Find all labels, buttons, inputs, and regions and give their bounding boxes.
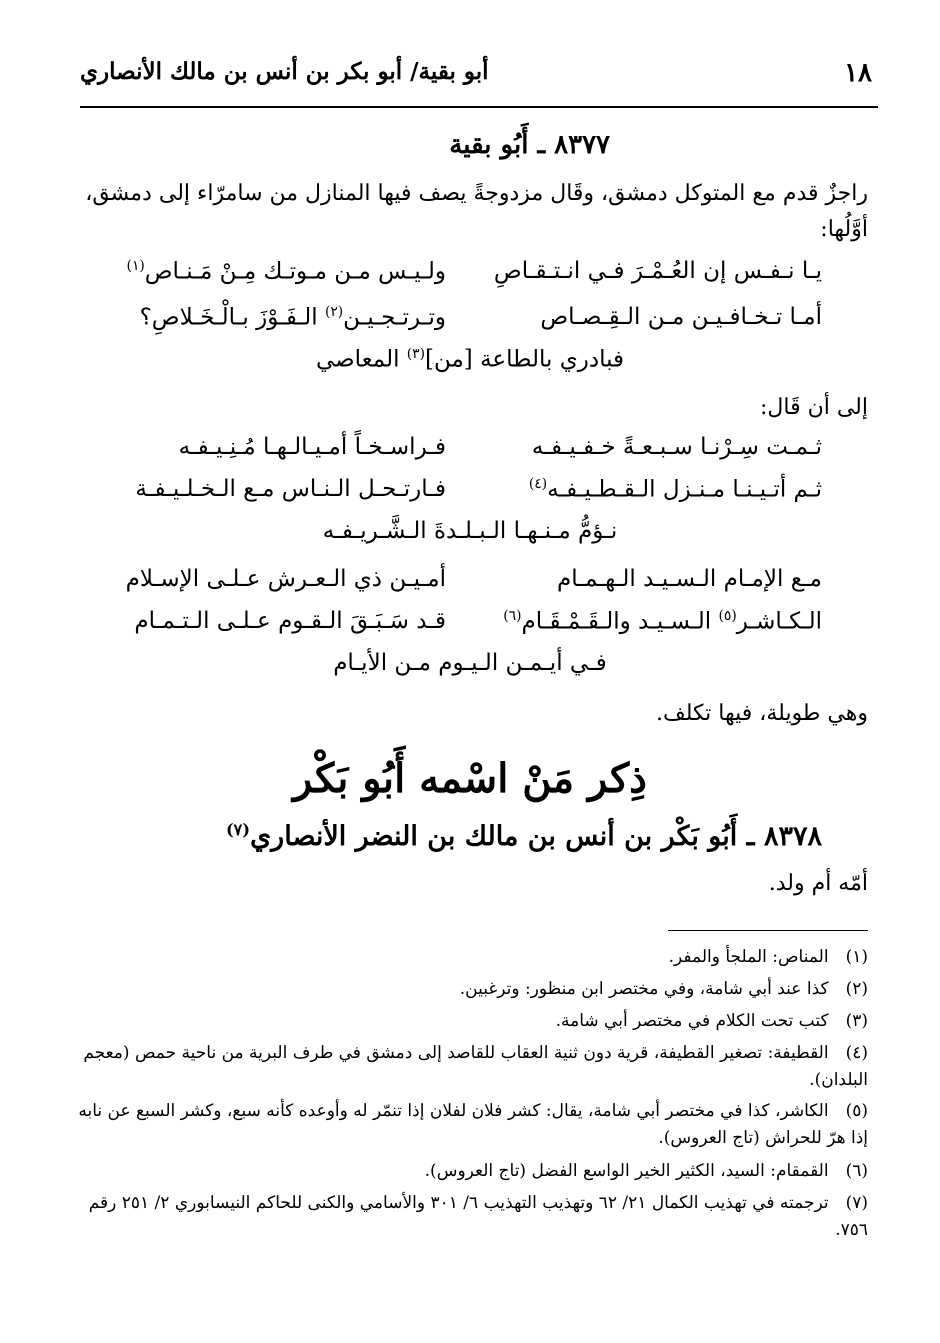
verse5-second-hemistich: فـارتـحـل الـنـاس مـع الـخـلـيـفـة [135,476,446,502]
closing-text: وهي طويلة، فيها تكلف. [655,701,868,726]
entry-intro-line2: أوَّلُها: [820,217,868,242]
verse4-first-hemistich: ثـمـت سِـرْنـا سـبـعـةً خـفـيـفـه [531,434,822,460]
verse-text: وتـرتـجـيـن [343,304,446,331]
footnote-number: (٧) [845,1193,868,1213]
footnote-5 [68,1098,868,1152]
footnote-number: (٦) [845,1161,868,1181]
verse-text: ولـيـس مـن مـوتـك مِـنْ مَـنـاص [144,258,446,285]
footnote-1 [68,944,868,971]
page-number: ١٨ [844,58,872,88]
footnote-ref: (٥) [718,608,737,624]
footnote-text: القطيفة: تصغير القطيفة، قرية دون ثنية العقاب للقاصد إلى دمشق في طرف البرية من ناحية حمص (معجم البلدان). [83,1043,868,1091]
entry2-text: أمّه أم ولد. [768,871,868,896]
footnote-text: ترجمته في تهذيب الكمال ٢١/ ٦٢ وتهذيب التهذيب ٦/ ٣٠١ والأسامي والكنى للحاكم النيسابوري ٢/ ٢٥١ رقم ٧٥٦. [88,1193,868,1241]
entry-title-text: ٨٣٧٨ ـ أَبُو بَكْر بن أنس بن مالك بن النضر الأنصاري [250,821,822,852]
footnote-ref: (١) [126,258,145,274]
footnote-7 [68,1190,868,1244]
verse5-first-hemistich [529,476,822,503]
footnote-text: كتب تحت الكلام في مختصر أبي شامة. [555,1011,829,1031]
verse7-first-hemistich: مـع الإمـام الـسـيـد الـهـمـام [557,566,822,592]
footnote-number: (٢) [845,979,868,999]
footnote-ref: (٦) [503,608,522,624]
footnote-text: كذا عند أبي شامة، وفي مختصر ابن منظور: وترغبين. [459,979,829,999]
section-heading: ذِكر مَنْ اسْمه أَبُو بَكْر [293,755,647,802]
running-head: أبو بقية/ أبو بكر بن أنس بن مالك الأنصاري [80,58,489,85]
header-rule [80,106,878,108]
footnote-number: (٤) [845,1043,868,1063]
verse2-second-hemistich [140,304,446,331]
footnote-ref: (٣) [406,346,425,362]
verse-text: ثـم أتـيـنـا مـنـزل الـقـطـيـفـه [547,476,822,503]
verse-text: المعاصي [315,346,407,373]
footnote-text: القمقام: السيد، الكثير الخير الواسع الفضل (تاج العروس). [424,1161,829,1181]
verse8-first-hemistich [503,608,822,635]
footnote-text: المناص: الملجأ والمفر. [668,947,829,967]
footnote-ref: (٤) [528,476,548,492]
entry-title-8377: ٨٣٧٧ ـ أَبُو بقية [449,130,610,160]
footnote-ref: (٧) [226,820,251,839]
verse-text: الـفَـوْزَ بـالْـخَـلاصِ؟ [139,304,325,331]
transition-text: إلى أن قَال: [759,395,868,420]
footnote-number: (١) [845,947,868,967]
verse2-first-hemistich: أمـا تـخـافـيـن مـن الـقِـصـاص [540,304,822,330]
verse-text: فبادري بالطاعة [من] [424,346,625,373]
verse-text: الـسـيـد والـقَـمْـقَـام [521,608,719,635]
verse7-second-hemistich: أمـيـن ذي الـعـرش عـلـى الإسـلام [125,566,446,592]
verse9-center: فـي أيـمـن الـيـوم مـن الأيـام [333,650,607,676]
footnote-ref: (٢) [324,304,344,320]
entry-intro-line1: راجزٌ قدم مع المتوكل دمشق، وقَال مزدوجةً يصف فيها المنازل من سامرّاء إلى دمشق، [85,181,868,206]
footnote-number: (٣) [845,1011,868,1031]
footnote-text: الكاشر، كذا في مختصر أبي شامة، يقال: كشر فلان لفلان إذا تنمّر له وأوعده كأنه سبع، وكشر السبع عن نابه إذا هرّ للحراش (تاج العروس). [78,1101,868,1149]
footnote-3 [68,1008,868,1035]
footnote-2 [68,976,868,1003]
verse8-second-hemistich: قـد سَـبَـقَ الـقـوم عـلـى الـتـمـام [134,608,446,634]
footnote-4 [68,1040,868,1094]
verse-text: الـكـاشـر [736,608,822,635]
footnote-rule [668,930,868,931]
footnote-number: (٥) [845,1101,868,1121]
verse3-center [0,346,940,373]
entry-title-8378 [226,820,822,852]
verse1-second-hemistich [127,258,446,285]
verse6-center: نـؤمُّ مـنـهـا الـبـلـدةَ الـشَّـريـفـه [322,518,618,544]
footnote-6 [68,1158,868,1185]
verse1-first-hemistich: يـا نـفـس إن العُـمْـرَ فـي انـتـقـاصِ [493,258,822,284]
verse4-second-hemistich: فـراسـخـاً أمـيـالـهـا مُـنِـيـفـه [178,434,446,460]
